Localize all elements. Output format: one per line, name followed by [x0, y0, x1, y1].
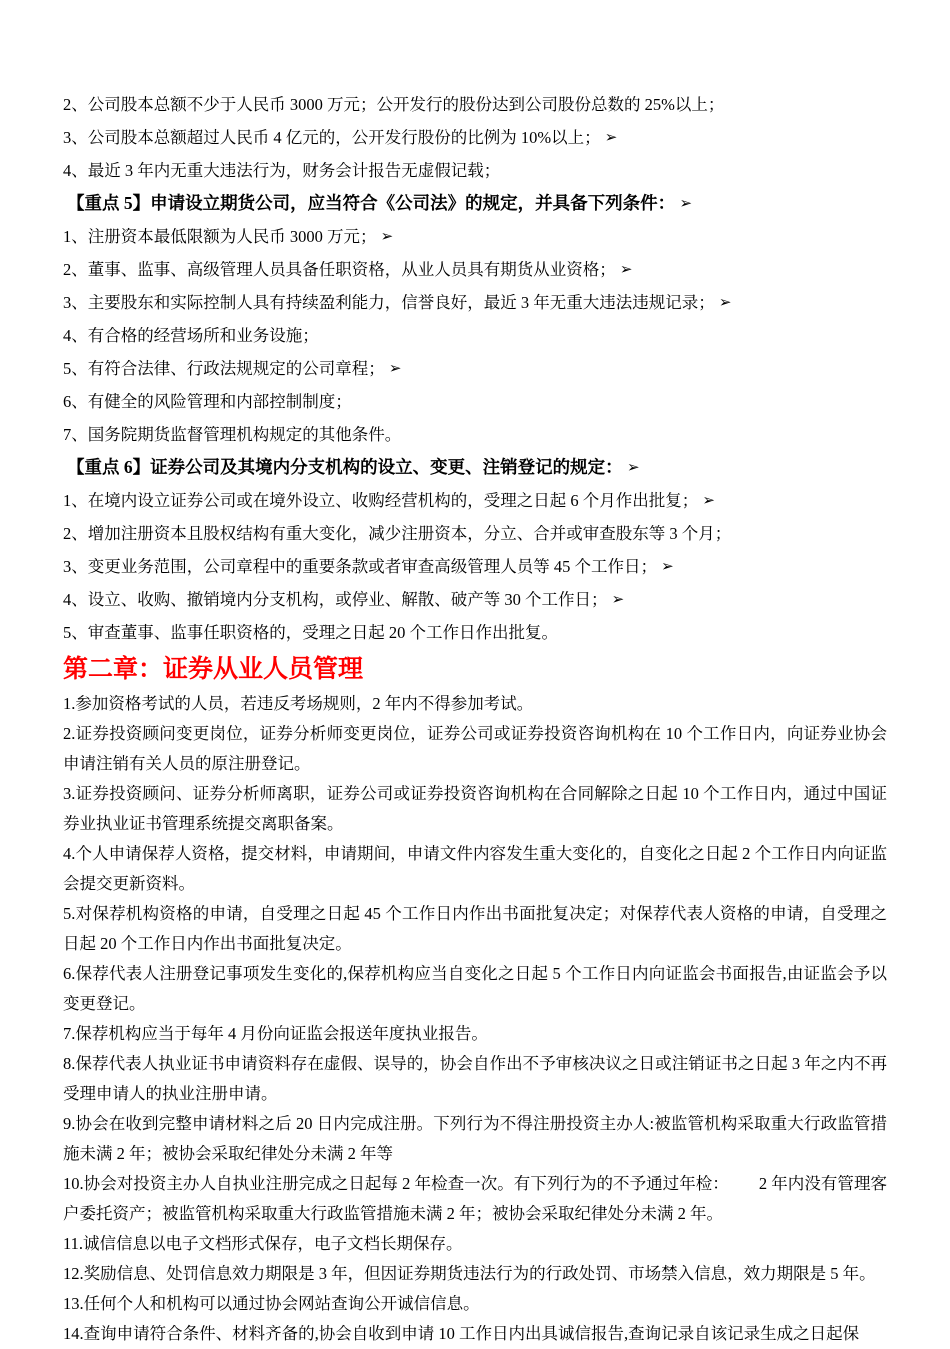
paragraph-10-part2: 2 年内没有管理客户委托资产；被监管机构采取重大行政监管措施未满 2 年；被协会采取纪律处分未满 2 年。 — [63, 1174, 888, 1223]
list-item — [63, 88, 900, 121]
list-item — [63, 319, 900, 352]
list-item-number: 3、 — [63, 128, 88, 147]
key-point-6-heading-text: 【重点 6】证券公司及其境内分支机构的设立、变更、注销登记的规定： — [67, 457, 623, 477]
list-item — [63, 484, 900, 517]
list-item-number: 5、 — [63, 623, 88, 642]
list-item-text: 有合格的经营场所和业务设施； — [87, 326, 319, 345]
list-item-text: 董事、监事、高级管理人员具备任职资格，从业人员具有期货从业资格； — [87, 260, 616, 279]
list-item-text: 注册资本最低限额为人民币 3000 万元； — [87, 227, 377, 246]
arrow-bullet-icon: ➢ — [702, 491, 715, 509]
list-item-number: 5、 — [63, 359, 88, 378]
list-item-text: 在境内设立证券公司或在境外设立、收购经营机构的，受理之日起 6 个月作出批复； — [87, 491, 699, 510]
list-item-number: 7、 — [63, 425, 88, 444]
list-item — [63, 385, 900, 418]
paragraph: 11.诚信信息以电子文档形式保存，电子文档长期保存。 — [63, 1234, 463, 1253]
list-item-text: 国务院期货监督管理机构规定的其他条件。 — [87, 425, 402, 444]
list-item — [63, 550, 900, 583]
list-item — [63, 286, 900, 319]
top-numbered-list — [63, 88, 900, 187]
list-item — [63, 583, 900, 616]
paragraph: 5.对保荐机构资格的申请，自受理之日起 45 个工作日内作出书面批复决定；对保荐代表人资格的申请，自受理之日起 20 个工作日内作出书面批复决定。 — [63, 904, 887, 953]
list-item-text: 有符合法律、行政法规规定的公司章程； — [87, 359, 385, 378]
list-item-text: 设立、收购、撤销境内分支机构，或停业、解散、破产等 30 个工作日； — [87, 590, 608, 609]
list-item-text: 公司股本总额超过人民币 4 亿元的，公开发行股份的比例为 10%以上； — [87, 128, 601, 147]
list-item-number: 2、 — [63, 95, 88, 114]
arrow-bullet-icon: ➢ — [627, 458, 640, 476]
paragraph: 1.参加资格考试的人员，若违反考场规则，2 年内不得参加考试。 — [63, 694, 534, 713]
paragraph: 12.奖励信息、处罚信息效力期限是 3 年，但因证券期货违法行为的行政处罚、市场禁入信息，效力期限是 5 年。 — [63, 1264, 876, 1283]
arrow-bullet-icon: ➢ — [679, 194, 693, 212]
list-item-text: 审查董事、监事任职资格的，受理之日起 20 个工作日作出批复。 — [87, 623, 558, 642]
key-point-5-list — [63, 220, 900, 451]
chapter-body — [63, 689, 900, 1349]
paragraph: 2.证券投资顾问变更岗位，证券分析师变更岗位，证券公司或证券投资咨询机构在 10 个工作日内，向证券业协会申请注销有关人员的原注册登记。 — [63, 724, 887, 773]
paragraph: 8.保荐代表人执业证书申请资料存在虚假、误导的，协会自作出不予审核决议之日或注销证书之日起 3 年之内不再受理申请人的执业注册申请。 — [63, 1054, 887, 1103]
list-item-text: 最近 3 年内无重大违法行为，财务会计报告无虚假记载； — [87, 161, 501, 180]
list-item-number: 2、 — [63, 524, 88, 543]
list-item — [63, 154, 900, 187]
arrow-bullet-icon: ➢ — [619, 260, 633, 278]
list-item-number: 4、 — [63, 590, 88, 609]
list-item — [63, 220, 900, 253]
key-point-5-heading-text: 【重点 5】申请设立期货公司，应当符合《公司法》的规定，并具备下列条件： — [67, 193, 676, 213]
arrow-bullet-icon: ➢ — [604, 128, 618, 146]
key-point-5-heading — [63, 187, 900, 220]
paragraph: 7.保荐机构应当于每年 4 月份向证监会报送年度执业报告。 — [63, 1024, 488, 1043]
list-item-number: 3、 — [63, 557, 88, 576]
list-item-number: 1、 — [63, 491, 88, 510]
paragraph: 14.查询申请符合条件、材料齐备的,协会自收到申请 10 工作日内出具诚信报告,查询记录自该记录生成之日起保 — [63, 1324, 860, 1343]
arrow-bullet-icon: ➢ — [661, 557, 674, 575]
list-item — [63, 253, 900, 286]
arrow-bullet-icon: ➢ — [718, 293, 732, 311]
list-item-number: 2、 — [63, 260, 88, 279]
arrow-bullet-icon: ➢ — [388, 359, 402, 377]
list-item — [63, 517, 900, 550]
list-item-text: 公司股本总额不少于人民币 3000 万元；公开发行的股份达到公司股份总数的 25%以上； — [87, 95, 725, 114]
paragraph: 3.证券投资顾问、证券分析师离职，证券公司或证券投资咨询机构在合同解除之日起 10 个工作日内，通过中国证券业执业证书管理系统提交离职备案。 — [63, 784, 887, 833]
list-item-text: 有健全的风险管理和内部控制制度； — [87, 392, 352, 411]
list-item-number: 1、 — [63, 227, 88, 246]
key-point-6-heading — [63, 451, 900, 484]
list-item-number: 4、 — [63, 161, 88, 180]
paragraph: 6.保荐代表人注册登记事项发生变化的,保荐机构应当自变化之日起 5 个工作日内向证监会书面报告,由证监会予以变更登记。 — [63, 964, 887, 1013]
paragraph-10-part1: 10.协会对投资主办人自执业注册完成之日起每 2 年检查一次。有下列行为的不予通过年检： — [63, 1174, 729, 1193]
paragraph: 13.任何个人和机构可以通过协会网站查询公开诚信信息。 — [63, 1294, 480, 1313]
list-item-number: 4、 — [63, 326, 88, 345]
list-item-text: 变更业务范围，公司章程中的重要条款或者审查高级管理人员等 45 个工作日； — [87, 557, 657, 576]
key-point-6-list — [63, 484, 900, 649]
list-item-text: 主要股东和实际控制人具有持续盈利能力，信誉良好，最近 3 年无重大违法违规记录； — [87, 293, 715, 312]
list-item-text: 增加注册资本且股权结构有重大变化，减少注册资本，分立、合并或审查股东等 3 个月； — [87, 524, 732, 543]
list-item-number: 3、 — [63, 293, 88, 312]
paragraph: 4.个人申请保荐人资格，提交材料，申请期间，申请文件内容发生重大变化的，自变化之日起 2 个工作日内向证监会提交更新资料。 — [63, 844, 887, 893]
list-item — [63, 121, 900, 154]
arrow-bullet-icon: ➢ — [380, 227, 394, 245]
paragraph: 9.协会在收到完整申请材料之后 20 日内完成注册。下列行为不得注册投资主办人:被监管机构采取重大行政监管措施未满 2 年；被协会采取纪律处分未满 2 年等 — [63, 1114, 887, 1163]
list-item — [63, 352, 900, 385]
arrow-bullet-icon: ➢ — [611, 590, 625, 608]
list-item — [63, 418, 900, 451]
paragraph-10 — [63, 1169, 900, 1229]
list-item — [63, 616, 900, 649]
chapter-title: 第二章：证券从业人员管理 — [63, 656, 364, 683]
list-item-number: 6、 — [63, 392, 88, 411]
